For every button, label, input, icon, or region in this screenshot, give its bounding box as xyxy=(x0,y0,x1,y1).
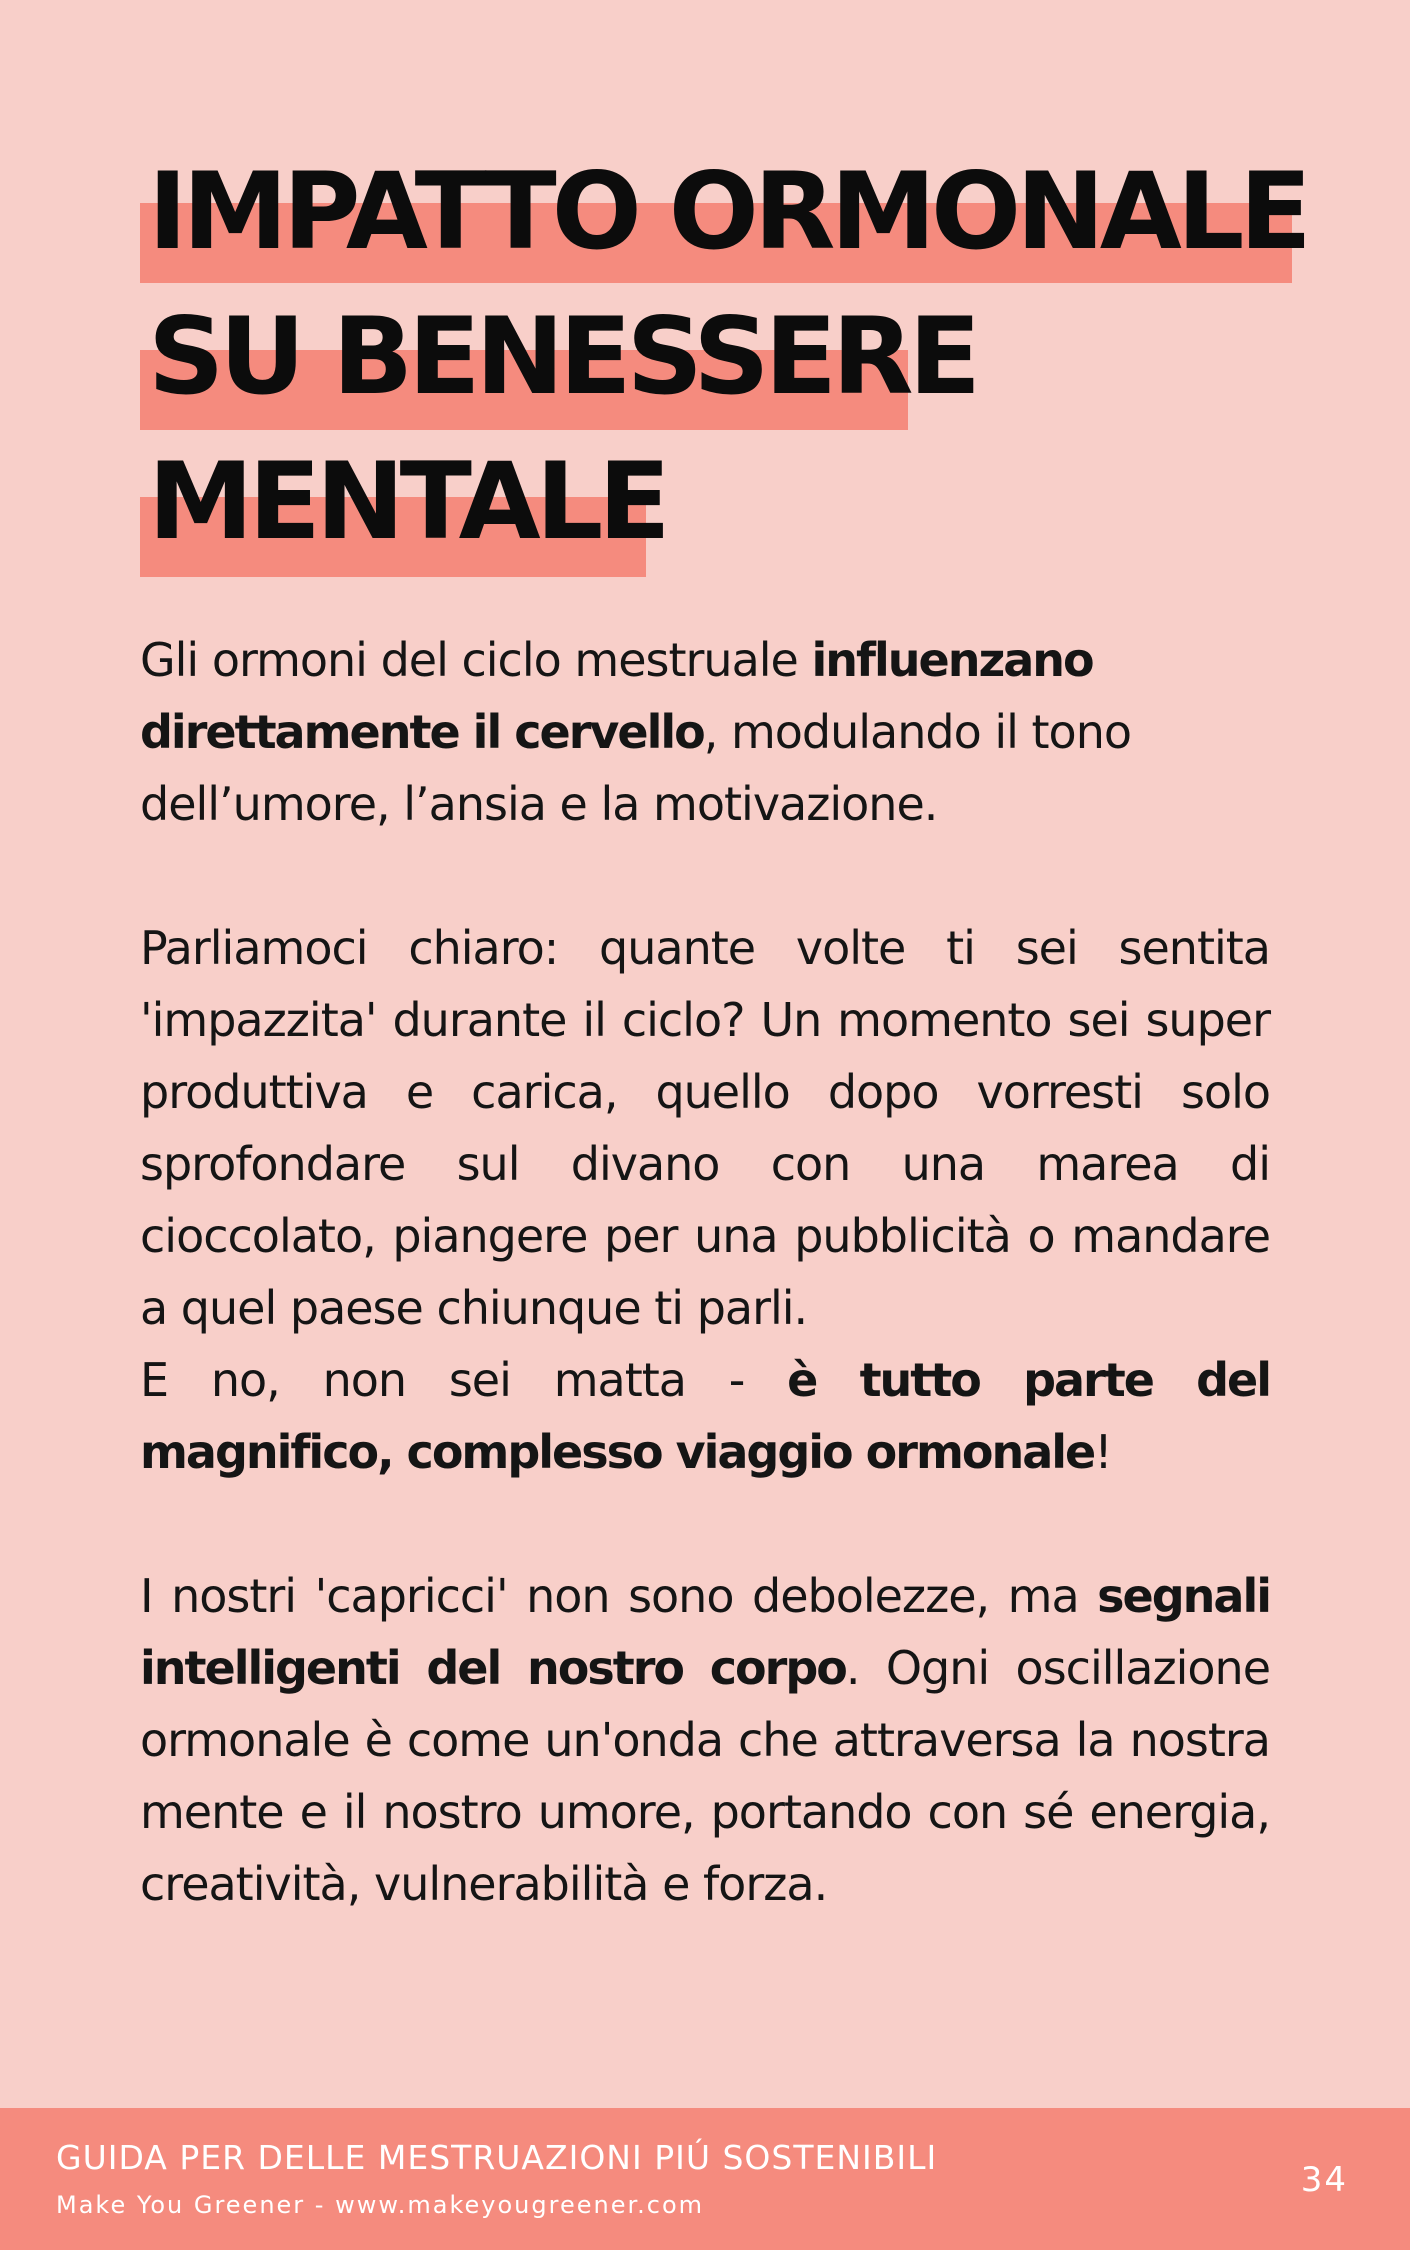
title-line-1 xyxy=(140,145,1320,290)
footer-bar xyxy=(0,2108,1410,2250)
title-line-3 xyxy=(140,435,1320,580)
paragraph-3-text-a: E no, non sei matta - xyxy=(140,1353,788,1407)
paragraph-1 xyxy=(140,624,1270,840)
paragraph-4-text-a: I nostri 'capricci' non sono debolezze, ma xyxy=(140,1569,1098,1623)
paragraph-1-text-c: , modulando il tono dell’umore, l’ansia e la motivazione. xyxy=(140,705,1132,831)
paragraph-2: Parliamoci chiaro: quante volte ti sei sentita 'impazzita' durante il ciclo? Un momento sei super produttiva e carica, quello dopo vorresti solo sprofondare sul divano con una marea di cioccolato, piangere per una pubblicità o mandare a quel paese chiunque ti parli. xyxy=(140,921,1270,1335)
paragraph-gap xyxy=(140,840,1270,912)
paragraph-3-text-c: ! xyxy=(1094,1425,1112,1479)
footer-subtitle: Make You Greener - www.makeyougreener.com xyxy=(56,2191,705,2219)
body-text xyxy=(140,624,1270,1920)
page-title xyxy=(140,145,1320,580)
title-text-1: IMPATTO ORMONALE xyxy=(148,150,1307,273)
title-text-2: SU BENESSERE xyxy=(148,295,977,418)
paragraph-1-bold: influenzano direttamente il cervello xyxy=(140,633,1093,759)
title-line-2 xyxy=(140,290,1320,435)
paragraph-gap xyxy=(140,1488,1270,1560)
paragraph-3 xyxy=(140,1344,1270,1488)
title-text-3: MENTALE xyxy=(148,440,666,563)
paragraph-1-text-a: Gli ormoni del ciclo mestruale xyxy=(140,633,812,687)
paragraph-4 xyxy=(140,1560,1270,1920)
paragraph-4-text-c: . Ogni oscillazione ormonale è come un'onda che attraversa la nostra mente e il nostro umore, portando con sé energia, creatività, vulnerabilità e forza. xyxy=(140,1641,1270,1911)
footer-title: GUIDA PER DELLE MESTRUAZIONI PIÚ SOSTENIBILI xyxy=(56,2138,938,2177)
paragraph-4-bold: segnali intelligenti del nostro corpo xyxy=(140,1569,1270,1695)
page-number: 34 xyxy=(1300,2160,1348,2200)
paragraph-3-bold: è tutto parte del magnifico, complesso viaggio ormonale xyxy=(140,1353,1271,1479)
